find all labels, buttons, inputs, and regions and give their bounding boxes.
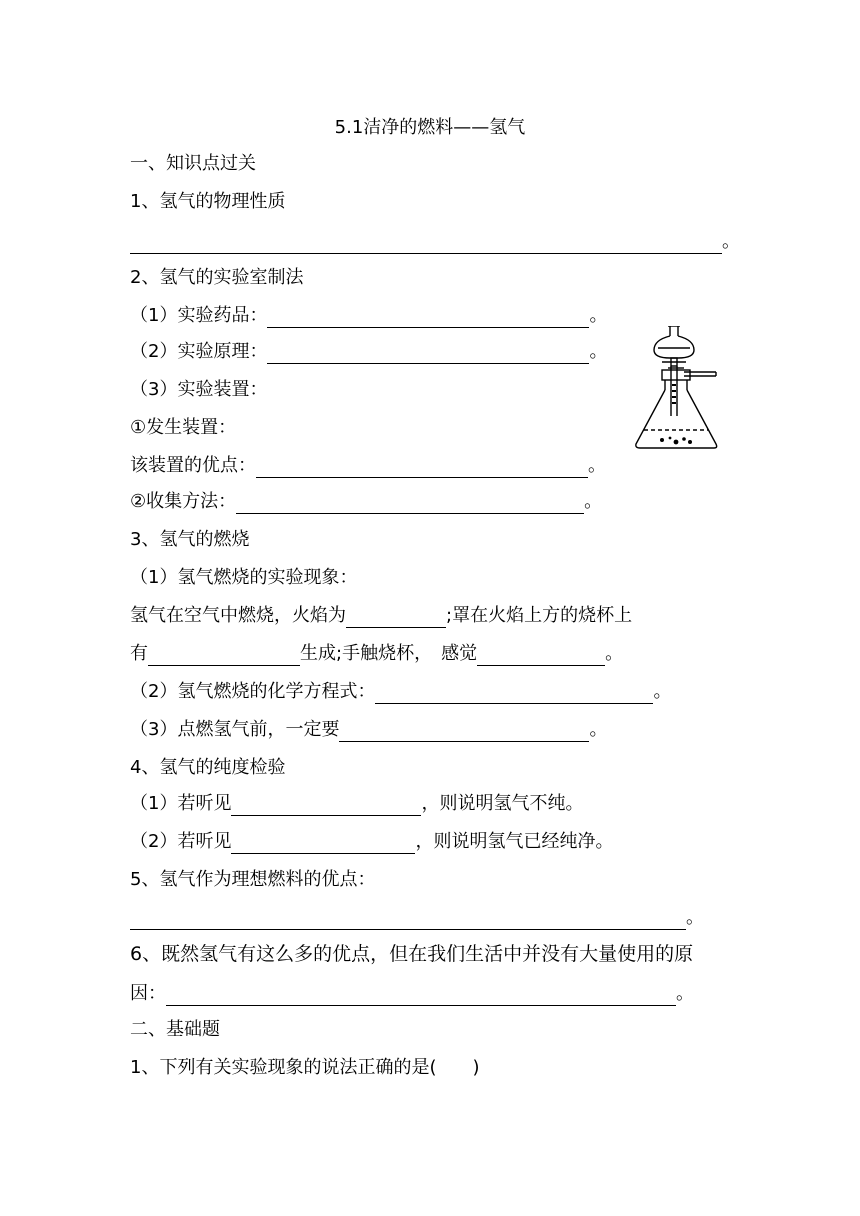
q1-blank[interactable] (130, 233, 722, 254)
section-heading-basic: 二、基础题 (130, 1019, 220, 1040)
q5-answer-line: 。 (130, 906, 704, 930)
q3-phenomenon-label: （1）氢气燃烧的实验现象： (130, 567, 358, 588)
q3-feeling-blank[interactable] (477, 645, 605, 666)
basic-q1-text: 1、下列有关实验现象的说法正确的是( ) (130, 1057, 480, 1078)
q4-label: 4、氢气的纯度检验 (130, 757, 286, 778)
q1-label: 1、氢气的物理性质 (130, 191, 286, 212)
q3-flame-line: 氢气在空气中燃烧，火焰为 ;罩在火焰上方的烧杯上 (130, 605, 633, 626)
q6-blank[interactable] (166, 985, 676, 1006)
q3-before-line: （3）点燃氢气前，一定要 。 (130, 719, 608, 740)
q2-advantage-blank[interactable] (256, 457, 588, 478)
q3-equation-line: （2）氢气燃烧的化学方程式： 。 (130, 681, 672, 702)
q2-advantage-line: 该装置的优点： 。 (130, 455, 606, 476)
q2-principle-line: （2）实验原理： 。 (130, 341, 608, 362)
q3-equation-blank[interactable] (375, 683, 653, 704)
q3-beaker-blank[interactable] (148, 645, 300, 666)
q2-collection-blank[interactable] (236, 493, 584, 514)
flask-apparatus-diagram (632, 326, 722, 450)
section-heading-knowledge: 一、知识点过关 (130, 153, 256, 174)
q3-label: 3、氢气的燃烧 (130, 529, 250, 550)
q2-apparatus-label: （3）实验装置： (130, 379, 268, 400)
q2-generator-label: ①发生装置： (130, 417, 237, 438)
q3-flame-blank[interactable] (346, 607, 446, 628)
q2-principle-blank[interactable] (267, 343, 589, 364)
page-title: 5.1洁净的燃料——氢气 (334, 117, 526, 138)
q1-answer-line: 。 (130, 230, 740, 254)
q4-pure-blank[interactable] (231, 833, 415, 854)
q2-drugs-line: （1）实验药品： 。 (130, 305, 608, 326)
q2-drugs-blank[interactable] (267, 307, 589, 328)
q5-blank[interactable] (130, 909, 686, 930)
q6-label: 6、既然氢气有这么多的优点，但在我们生活中并没有大量使用的原 (130, 943, 694, 965)
q6-answer-line: 因： 。 (130, 983, 694, 1004)
q5-label: 5、氢气作为理想燃料的优点： (130, 869, 376, 890)
q4-pure-line: （2）若听见 ，则说明氢气已经纯净。 (130, 831, 614, 852)
q3-before-blank[interactable] (339, 721, 589, 742)
q3-beaker-line: 有 生成;手触烧杯， 感觉 。 (130, 643, 624, 664)
q2-collection-line: ②收集方法： 。 (130, 491, 603, 512)
q2-label: 2、氢气的实验室制法 (130, 267, 304, 288)
q4-impure-line: （1）若听见 ，则说明氢气不纯。 (130, 793, 584, 814)
q4-impure-blank[interactable] (231, 795, 421, 816)
